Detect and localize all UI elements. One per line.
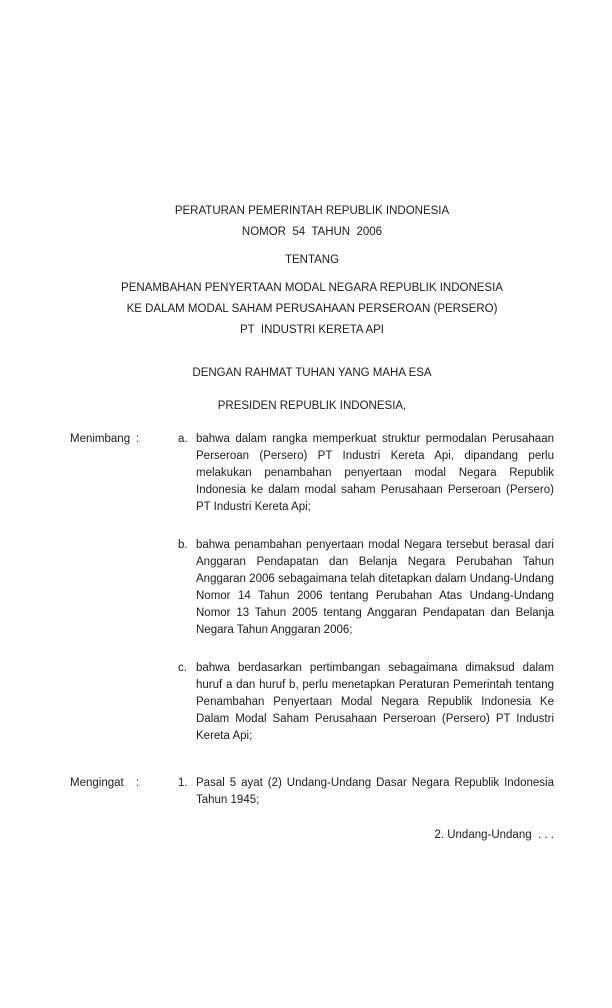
title-line-tentang: TENTANG [284, 254, 340, 266]
title-line-nomor: NOMOR 54 TAHUN 2006 [241, 226, 383, 238]
invocation-line: DENGAN RAHMAT TUHAN YANG MAHA ESA [192, 367, 432, 379]
consideration-item-c [178, 660, 554, 745]
consideration-item-b [178, 537, 554, 639]
title-block [70, 201, 554, 417]
item-text: bahwa berdasarkan pertimbangan sebagaimana dimaksud dalam huruf a dan huruf b, perlu menetapkan Peraturan Pemerintah tentang Penambahan Penyertaan Modal Negara Republik Indonesia Ke Dalam Modal Saham Perusahaan Perseroan (Persero) PT Industri Kereta Api; [196, 662, 554, 742]
menimbang-colon: : [136, 433, 140, 445]
mengingat-label: Mengingat [70, 777, 124, 789]
consideration-item-a [178, 431, 554, 516]
mengingat-items [178, 775, 554, 809]
item-marker: b. [178, 539, 188, 551]
issuer-line: PRESIDEN REPUBLIK INDONESIA, [217, 400, 407, 412]
mengingat-section [70, 775, 554, 809]
item-marker: c. [178, 662, 187, 674]
mengingat-colon: : [136, 777, 140, 789]
title-line-subject-1: PENAMBAHAN PENYERTAAN MODAL NEGARA REPUBLIK INDONESIA [121, 282, 503, 294]
item-text: bahwa dalam rangka memperkuat struktur permodalan Perusahaan Perseroan (Persero) PT Industri Kereta Api, dipandang perlu melakukan penambahan penyertaan modal Negara Republik Indonesia ke dalam modal saham Perusahaan Perseroan (Persero) PT Industri Kereta Api; [196, 433, 554, 513]
legal-basis-item-1 [178, 775, 554, 809]
item-text: bahwa penambahan penyertaan modal Negara tersebut berasal dari Anggaran Pendapatan dan Belanja Negara Perubahan Tahun Anggaran 2006 sebagaimana telah ditetapkan dalam Undang-Undang Nomor 14 Tahun 2006 tentang Perubahan Atas Undang-Undang Nomor 13 Tahun 2005 tentang Anggaran Pendapatan dan Belanja Negara Tahun Anggaran 2006; [196, 539, 554, 636]
item-marker: 1. [178, 777, 188, 789]
title-line-peraturan: PERATURAN PEMERINTAH REPUBLIK INDONESIA [174, 205, 450, 217]
title-line-subject-2: KE DALAM MODAL SAHAM PERUSAHAAN PERSEROAN (PERSERO) [126, 303, 498, 315]
page-continuation-note: 2. Undang-Undang . . . [434, 829, 554, 841]
menimbang-label: Menimbang [70, 433, 131, 445]
menimbang-section [70, 431, 554, 745]
menimbang-items [178, 431, 554, 745]
title-line-subject-3: PT INDUSTRI KERETA API [240, 324, 384, 336]
item-text: Pasal 5 ayat (2) Undang-Undang Dasar Negara Republik Indonesia Tahun 1945; [196, 777, 554, 806]
item-marker: a. [178, 433, 188, 445]
